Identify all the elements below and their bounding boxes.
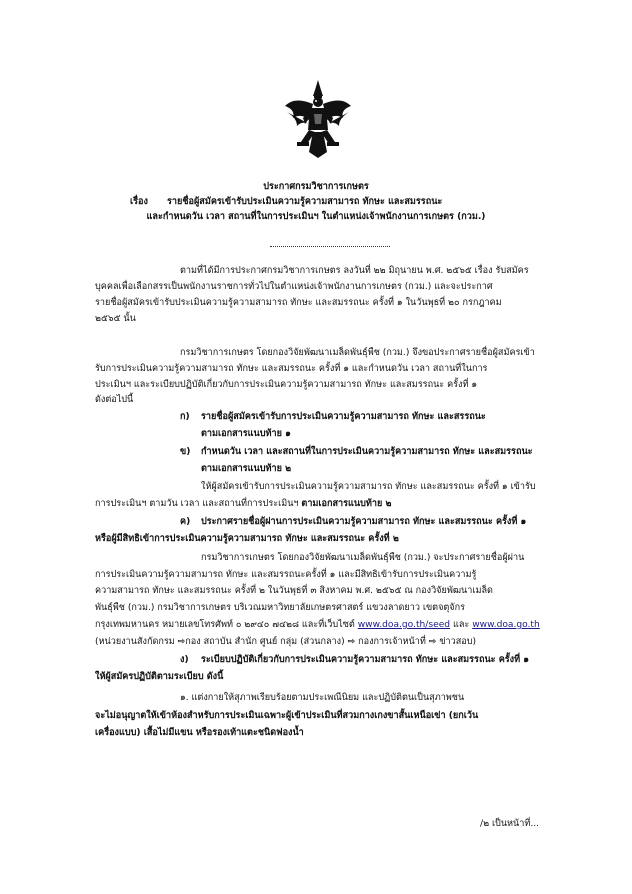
para2-line-1: กรมวิชาการเกษตร โดยกองวิจัยพัฒนาเมล็ดพันธุ์พืช (กวม.) จึงขอประกาศรายชื่อผู้สมัครเข้า [180, 348, 535, 358]
arrow-right-icon: ⇨ [347, 637, 356, 647]
para1-line-2: บุคคลเพื่อเลือกสรรเป็นพนักงานราชการทั่วไปในตำแหน่งเจ้าพนักงานการเกษตร (กวม.) และจะประกาศ [95, 282, 493, 292]
para1-line-4: ๒๕๖๕ นั้น [95, 314, 136, 324]
agency-title: ประกาศกรมวิชาการเกษตร [263, 182, 369, 192]
item-b-marker: ข) [180, 447, 191, 457]
item-d-line-1: ระเบียบปฏิบัติเกี่ยวกับการประเมินความรู้ความสามารถ ทักษะ และสมรรถนะ ครั้งที่ ๑ [201, 655, 530, 665]
rule-1-line-2: จะไม่อนุญาตให้เข้าห้องสำหรับการประเมินเฉพาะผู้เข้าประเมินที่สวมกางเกงขาสั้นเหนือเข่า (ยกเว้น [95, 711, 479, 721]
para1-line-1: ตามที่ได้มีการประกาศกรมวิชาการเกษตร ลงวันที่ ๒๒ มิถุนายน พ.ศ. ๒๕๖๕ เรื่อง รับสมัคร [180, 266, 529, 276]
item-c-line-2: หรือผู้มีสิทธิเข้าการประเมินความรู้ความสามารถ ทักษะ และสมรรถนะ ครั้งที่ ๒ [95, 534, 399, 544]
para4-line-2: การประเมินความรู้ความสามารถ ทักษะ และสมรรถนะครั้งที่ ๑ และมีสิทธิเข้ารับการประเมินความรู้ [95, 570, 477, 580]
item-d-marker: ง) [180, 655, 189, 665]
nav-path-start: (หน่วยงานสังกัดกรม [95, 637, 175, 647]
subject-line-1: รายชื่อผู้สมัครเข้ารับประเมินความรู้ความสามารถ ทักษะ และสมรรถนะ [167, 197, 443, 207]
nav-path-step-1: กอง สถาบัน สำนัก ศูนย์ กลุ่ม (ส่วนกลาง) [185, 637, 345, 647]
para3-line-2 [95, 498, 392, 510]
para4-line-4: พันธุ์พืช (กวม.) กรมวิชาการเกษตร บริเวณมหาวิทยาลัยเกษตรศาสตร์ แขวงลาดยาว เขตจตุจักร [95, 603, 466, 613]
para3-line-1: ให้ผู้สมัครเข้ารับการประเมินความรู้ความสามารถ ทักษะ และสมรรถนะ ครั้งที่ ๑ เข้ารับ [201, 482, 536, 492]
para4-line-5-prefix: กรุงเทพมหานคร หมายเลขโทรศัพท์ ๐ ๒๙๔๐ ๗๔๒๘ และที่เว็บไซต์ [95, 620, 355, 630]
para1-line-3: รายชื่อผู้สมัครเข้ารับประเมินความรู้ความสามารถ ทักษะ และสมรรถนะ ครั้งที่ ๑ ในวันพุธที่ ๒๐ กรกฎาคม [95, 298, 502, 308]
para4-line-5-middle: และ [452, 620, 470, 630]
arrow-right-icon: ⇨ [428, 637, 437, 647]
para3-line-2-plain: การประเมินฯ ตามวัน เวลา และสถานที่การประเมินฯ [95, 499, 299, 509]
garuda-emblem-icon [283, 78, 353, 160]
para3-line-2-bold: ตามเอกสารแนบท้าย ๒ [301, 499, 392, 509]
para2-line-3: ประเมินฯ และระเบียบปฏิบัติเกี่ยวกับการประเมินความรู้ความสามารถ ทักษะ และสมรรถนะ ครั้งที่ ๑ [95, 380, 478, 390]
subject-label: เรื่อง [130, 197, 148, 207]
item-b-line-2: ตามเอกสารแนบท้าย ๒ [201, 464, 292, 474]
para2-line-2: รับการประเมินความรู้ความสามารถ ทักษะ และสมรรถนะ ครั้งที่ ๑ และกำหนดวัน เวลา สถานที่ในการ [95, 364, 488, 374]
item-a-marker: ก) [180, 412, 190, 422]
doa-website-link[interactable]: www.doa.go.th [472, 620, 540, 630]
item-c-marker: ค) [180, 517, 191, 527]
divider-dots [270, 246, 390, 247]
rule-1-line-3: เครื่องแบบ) เสื้อไม่มีแขน หรือรองเท้าแตะชนิดฟองน้ำ [95, 728, 304, 738]
seed-website-link[interactable]: www.doa.go.th/seed [357, 620, 451, 630]
item-a-line-1: รายชื่อผู้สมัครเข้ารับการประเมินความรู้ความสามารถ ทักษะ และสรรถนะ [201, 412, 486, 422]
para4-line-5 [95, 619, 540, 631]
nav-path-step-3: ข่าวสอบ) [439, 637, 477, 647]
para4-line-1: กรมวิชาการเกษตร โดยกองวิจัยพัฒนาเมล็ดพันธุ์พืช (กวม.) จะประกาศรายชื่อผู้ผ่าน [201, 553, 525, 563]
para2-line-4: ดังต่อไปนี้ [95, 395, 134, 405]
para4-line-3: ความสามารถ ทักษะ และสมรรถนะ ครั้งที่ ๒ ในวันพุธที่ ๓ สิงหาคม พ.ศ. ๒๕๖๕ ณ กองวิจัยพัฒนาเมล็ด [95, 586, 493, 596]
continue-marker: /๒ เป็นหน้าที่... [480, 819, 540, 829]
item-d-line-2: ให้ผู้สมัครปฏิบัติตามระเบียบ ดังนี้ [95, 672, 224, 682]
item-b-line-1: กำหนดวัน เวลา และสถานที่ในการประเมินความรู้ความสามารถ ทักษะ และสมรรถนะ [201, 447, 533, 457]
item-c-line-1: ประกาศรายชื่อผู้ผ่านการประเมินความรู้ความสามารถ ทักษะ และสมรรถนะ ครั้งที่ ๑ [201, 517, 527, 527]
nav-path-step-2: กองการเจ้าหน้าที่ [358, 637, 426, 647]
subject-line-2: และกำหนดวัน เวลา สถานที่ในการประเมินฯ ในตำแหน่งเจ้าพนักงานการเกษตร (กวม.) [146, 212, 486, 222]
rule-1-line-1: ๑. แต่งกายให้สุภาพเรียบร้อยตามประเพณีนิยม และปฏิบัติตนเป็นสุภาพชน [180, 693, 465, 703]
nav-path [95, 636, 476, 648]
item-a-line-2: ตามเอกสารแนบท้าย ๑ [201, 429, 291, 439]
arrow-right-icon: ⇨ [177, 637, 186, 647]
